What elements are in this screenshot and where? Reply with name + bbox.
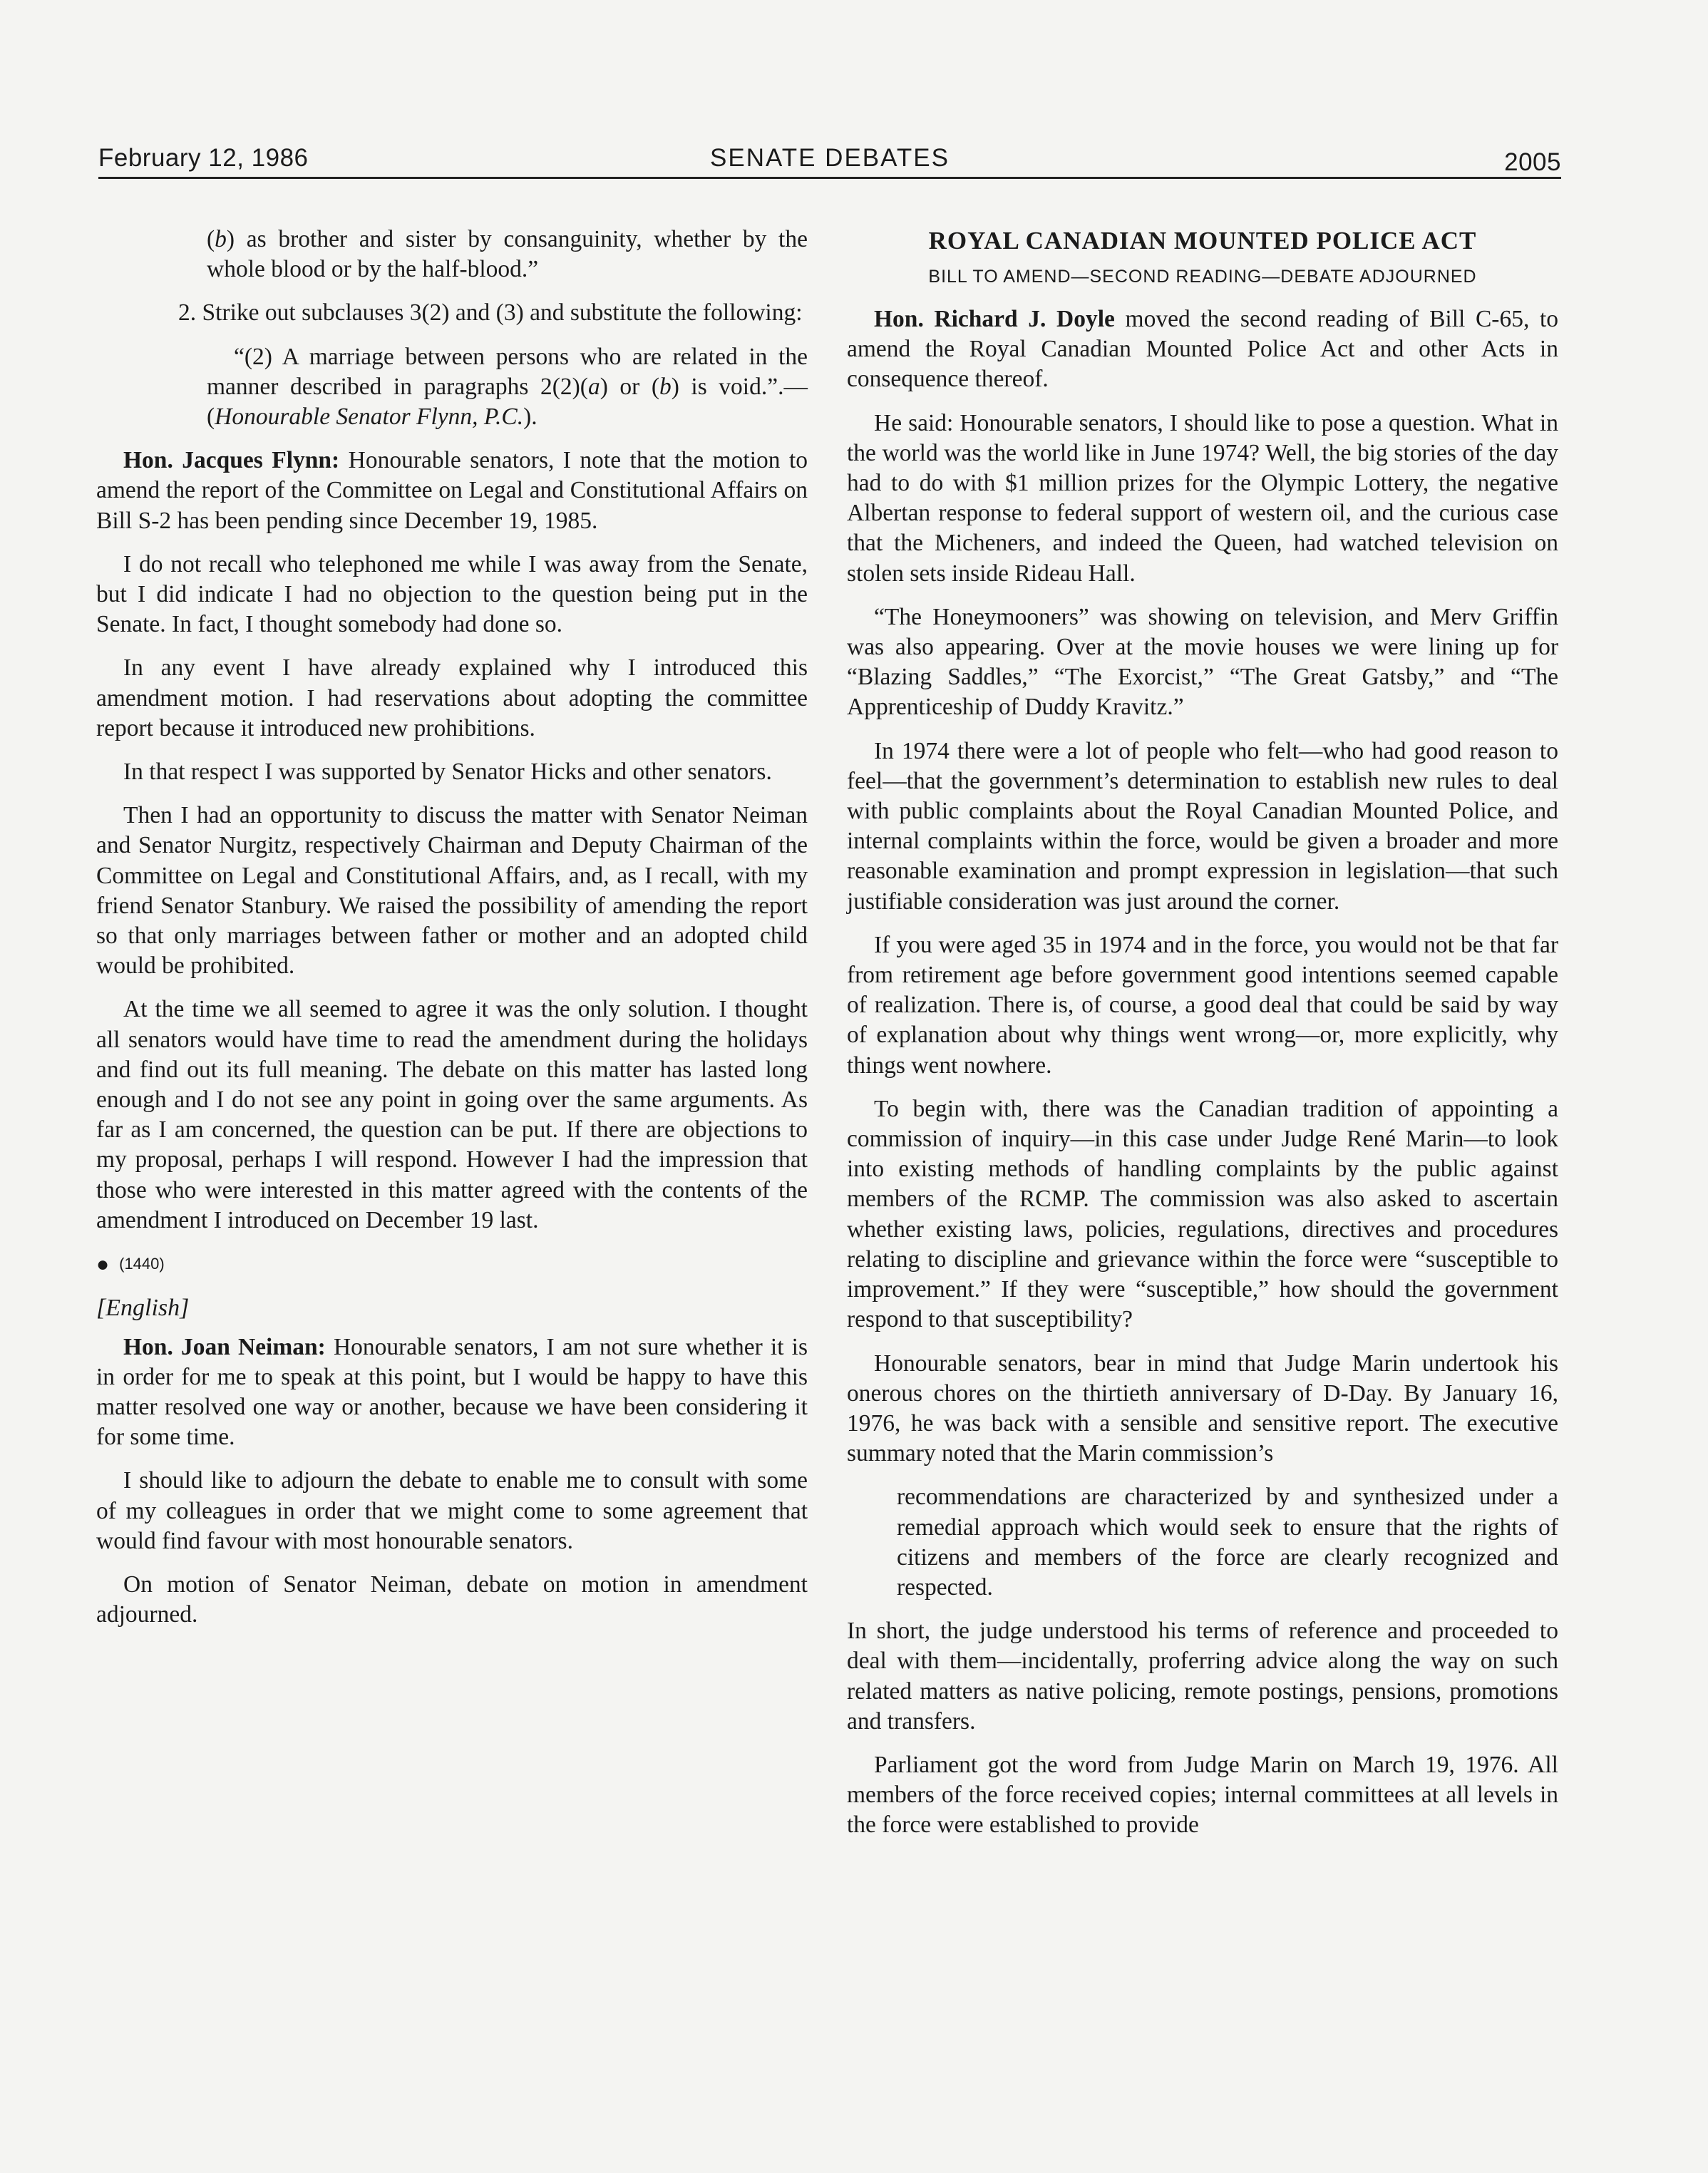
paragraph: He said: Honourable senators, I should like to pose a question. What in the world was the world like in June 1974? Well, the big stories of the day had to do with $1 million prizes for the Olympic Lottery, the negative Albertan response to federal support of western oil, and the curious case that the Micheners, and indeed the Queen, had watched television on stolen sets inside Rideau Hall. bbox=[847, 409, 1558, 587]
paragraph: In that respect I was supported by Senator Hicks and other senators. bbox=[123, 759, 772, 786]
text: b bbox=[659, 373, 672, 400]
paragraph: Honourable senators, bear in mind that Judge Marin undertook his onerous chores on the thirtieth anniversary of D-Day. By January 16, 1976, he was back with a sensible and sensitive report. The executive summary noted that the Marin commission’s bbox=[847, 1350, 1558, 1467]
paragraph: I should like to adjourn the debate to enable me to consult with some of my colleagues in order that we might come to some agreement that would find favour with most honourable senators. bbox=[96, 1467, 808, 1554]
paragraph: To begin with, there was the Canadian tradition of appointing a commission of inquiry—in this case under Judge René Marin—to look into existing methods of handling complaints by the public against members of the RCMP. The commission was also asked to ascertain whether existing laws, policies, regulations, directives and procedures relating to discipline and grievance within the force were “susceptible to improvement.” If they were “susceptible,” how should the government respond to that susceptibility? bbox=[847, 1095, 1558, 1333]
page-number: 2005 bbox=[1504, 148, 1561, 176]
time-marker bbox=[96, 1249, 808, 1280]
speech-text: moved the second reading of Bill C-65, to amend the Royal Canadian Mounted Police Act and other Acts in consequence thereof. bbox=[847, 306, 1558, 393]
paragraph: Parliament got the word from Judge Marin on March 19, 1976. All members of the force received copies; internal committees at all levels in the force were established to provide bbox=[847, 1751, 1558, 1839]
paragraph: In 1974 there were a lot of people who felt—who had good reason to feel—that the government’s determination to establish new rules to deal with public complaints about the Royal Canadian Mounted Police, and internal complaints within the force, would be given a broader and more reasonable examination and prompt expression in legislation—that such justifiable consideration was just around the corner. bbox=[847, 737, 1558, 915]
speaker-name: Hon. Jacques Flynn: bbox=[123, 447, 340, 474]
paragraph: If you were aged 35 in 1974 and in the force, you would not be that far from retirement age before government good intentions seemed capable of realization. There is, of course, a good deal that could be said by way of explanation about why things went wrong—or, more explicitly, why things went nowhere. bbox=[847, 931, 1558, 1079]
paragraph: At the time we all seemed to agree it was the only solution. I thought all senators would have time to read the amendment during the holidays and find out its full meaning. The debate on this matter has lasted long enough and I do not see any point in going over the same arguments. As far as I am concerned, the question can be put. If there are objections to my proposal, perhaps I will respond. However I had the impression that those who were interested in this matter agreed with the contents of the amendment I introduced on December 19 last. bbox=[96, 996, 808, 1233]
text: ). bbox=[523, 404, 537, 431]
speaker-name: Hon. Richard J. Doyle bbox=[874, 306, 1115, 332]
block-quote: recommendations are characterized by and synthesized under a remedial approach which would seek to ensure that the rights of citizens and members of the force are clearly recognized and respected. bbox=[897, 1484, 1558, 1601]
paragraph: On motion of Senator Neiman, debate on motion in amendment adjourned. bbox=[96, 1571, 808, 1628]
text: ) is void.”.—( bbox=[207, 373, 808, 431]
section-title: ROYAL CANADIAN MOUNTED POLICE ACT bbox=[928, 227, 1477, 255]
right-column bbox=[847, 225, 1558, 1854]
paragraph: In short, the judge understood his terms of reference and proceeded to deal with them—incidentally, proferring advice along the way on such related matters as native policing, remote postings, pensions, promotions and transfers. bbox=[847, 1618, 1558, 1735]
doyle-motion bbox=[847, 304, 1558, 395]
text: b bbox=[215, 226, 227, 252]
text: ) as brother and sister by consanguinity, whether by the whole blood or by the half-blood.” bbox=[207, 226, 808, 283]
paragraph: Then I had an opportunity to discuss the matter with Senator Neiman and Senator Nurgitz, respectively Chairman and Deputy Chairman of the Committee on Legal and Constitutional Affairs, and, as I recall, with my friend Senator Stanbury. We raised the possibility of amending the report so that only marriages between father or mother and an adopted child would be prohibited. bbox=[96, 802, 808, 980]
strike-out-instruction: 2. Strike out subclauses 3(2) and (3) and substitute the following: bbox=[178, 299, 803, 327]
text: ( bbox=[207, 226, 215, 252]
text: ) or ( bbox=[600, 373, 659, 400]
text: a bbox=[587, 373, 600, 400]
left-column bbox=[96, 225, 808, 1643]
speech-text: Honourable senators, I note that the motion to amend the report of the Committee on Legal and Constitutional Affairs on Bill S-2 has been pending since December 19, 1985. bbox=[96, 447, 808, 534]
speech-text: Honourable senators, I am not sure whether it is in order for me to speak at this point, but I would be happy to have this matter resolved one way or another, because we have been considering it for some time. bbox=[96, 1333, 808, 1451]
language-marker: [English] bbox=[96, 1295, 190, 1322]
time-marker-text: (1440) bbox=[119, 1255, 165, 1273]
flynn-speech bbox=[96, 446, 808, 536]
header-title: SENATE DEBATES bbox=[710, 144, 950, 172]
clause-b bbox=[207, 225, 808, 284]
replacement-clause bbox=[207, 342, 808, 433]
neiman-speech bbox=[96, 1332, 808, 1453]
bullet-icon: ● bbox=[96, 1253, 110, 1277]
page-header bbox=[98, 140, 1561, 179]
paragraph: “The Honeymooners” was showing on television, and Merv Griffin was also appearing. Over at the movie houses we were lining up for “Blazing Saddles,” “The Exorcist,” “The Great Gatsby,” and “The Apprenticeship of Duddy Kravitz.” bbox=[847, 603, 1558, 721]
header-date: February 12, 1986 bbox=[98, 144, 309, 172]
text: Honourable Senator Flynn, P.C. bbox=[215, 404, 524, 431]
speaker-name: Hon. Joan Neiman: bbox=[123, 1333, 326, 1360]
paragraph: I do not recall who telephoned me while I was away from the Senate, but I did indicate I had no objection to the question being put in the Senate. In fact, I thought somebody had done so. bbox=[96, 550, 808, 638]
paragraph: In any event I have already explained why I introduced this amendment motion. I had reservations about adopting the committee report because it introduced new prohibitions. bbox=[96, 654, 808, 741]
text: “(2) A marriage between persons who are related in the manner described in paragraphs 2(2)( bbox=[207, 343, 808, 400]
section-subtitle: BILL TO AMEND—SECOND READING—DEBATE ADJOURNED bbox=[928, 267, 1477, 287]
